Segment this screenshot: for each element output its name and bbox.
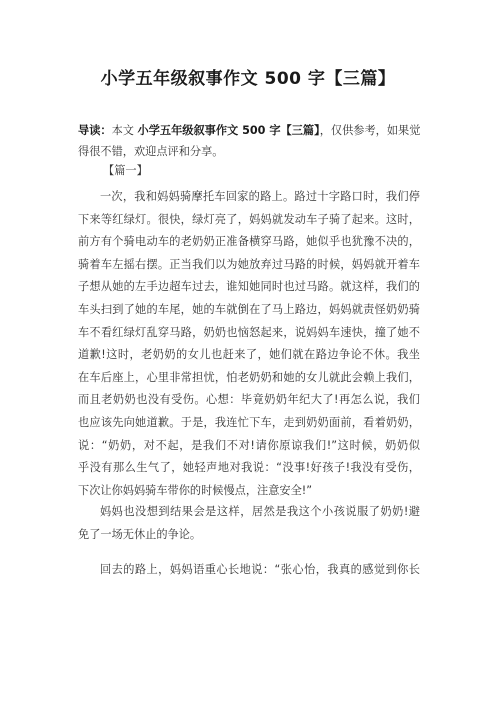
paragraph-line: 回去的路上，妈妈语重心长地说：“张心怡，我真的感觉到你长 (100, 563, 420, 576)
paragraph-line: 骑着车左摇右摆。正当我们以为她放弃过马路的时候，妈妈就开着车 (78, 257, 420, 271)
paragraph-line: 车不看红绿灯乱穿马路，奶奶也恼怒起来，说妈妈车速快，撞了她不 (78, 325, 420, 339)
paragraph-line: 免了一场无休止的争论。 (78, 527, 202, 541)
paragraph-line: 妈妈也没想到结果会是这样，居然是我这个小孩说服了奶奶!避 (100, 505, 420, 518)
lead-article-title: 小学五年级叙事作文 500 字【三篇】 (137, 124, 320, 137)
paragraph-line: 一次，我和妈妈骑摩托车回家的路上。路过十字路口时，我们停 (100, 190, 420, 203)
paragraph-line: 乎没有那么生气了，她轻声地对我说：“没事!好孩子!我没有受伤， (78, 461, 420, 475)
lead-line-1 (78, 121, 420, 142)
paragraph-line: 而且老奶奶也没有受伤。心想：毕竟奶奶年纪大了!再怎么说，我们 (78, 393, 420, 407)
lead-paragraph (78, 121, 420, 162)
paragraph-line: 下来等红绿灯。很快，绿灯亮了，妈妈就发动车子骑了起来。这时， (78, 212, 420, 226)
paragraph-line: 在车后座上，心里非常担忧，怕老奶奶和她的女儿就此会赖上我们， (78, 370, 420, 384)
paragraph-line: 说：“奶奶，对不起，是我们不对!请你原谅我们!”这时候，奶奶似 (78, 438, 420, 452)
paragraph-line: 子想从她的左手边超车过去，谁知她同时也过马路。就这样，我们的 (78, 280, 420, 294)
paragraph-line: 前方有个骑电动车的老奶奶正准备横穿马路，她似乎也犹豫不决的， (78, 235, 420, 249)
lead-line-2: 得很不错，欢迎点评和分享。 (78, 144, 224, 158)
paragraph-2 (78, 501, 420, 546)
section-heading-1: 【篇一】 (103, 164, 148, 177)
document-title: 小学五年级叙事作文 500 字【三篇】 (100, 69, 396, 89)
paragraph-line: 车头扫到了她的车尾，她的车就倒在了马上路边，妈妈就责怪奶奶骑 (78, 302, 420, 316)
lead-suffix: ，仅供参考，如果觉 (319, 124, 421, 137)
paragraph-line: 下次让你妈妈骑车带你的时候慢点，注意安全!” (78, 483, 313, 497)
paragraph-3 (78, 559, 420, 582)
paragraph-line: 也应该先向她道歉。于是，我连忙下车，走到奶奶面前，看着奶奶， (78, 415, 420, 429)
lead-prefix: 本文 (111, 124, 138, 137)
paragraph-1 (78, 186, 420, 502)
lead-label: 导读： (78, 124, 112, 137)
paragraph-line: 道歉!这时，老奶奶的女儿也赶来了，她们就在路边争论不休。我坐 (78, 348, 420, 362)
